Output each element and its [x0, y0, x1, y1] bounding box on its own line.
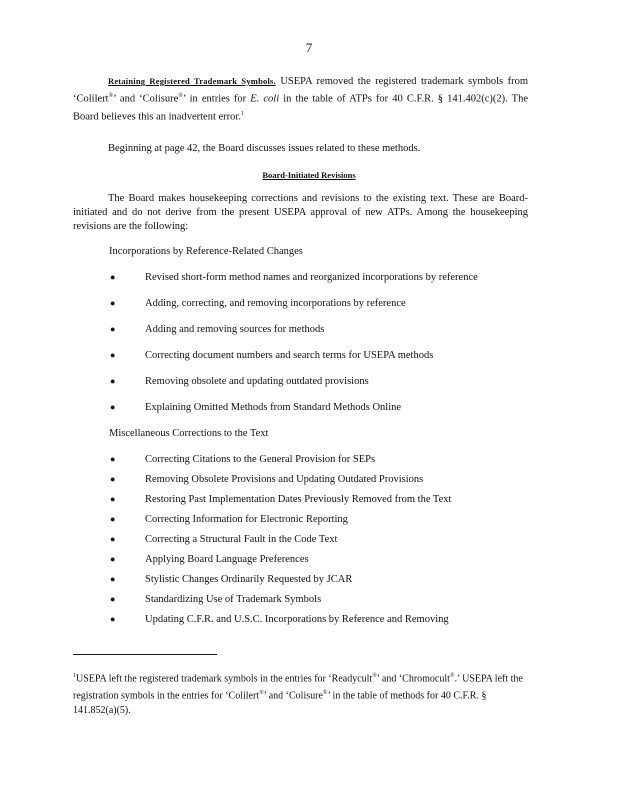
- group-title-incorporations: Incorporations by Reference-Related Changes: [109, 246, 303, 257]
- list-item: ● Updating C.F.R. and U.S.C. Incorporations by Reference and Removing: [110, 614, 449, 625]
- page-number: 7: [305, 40, 313, 55]
- group-title-miscellaneous: Miscellaneous Corrections to the Text: [109, 428, 269, 439]
- paragraph-heading: Retaining Registered Trademark Symbols.: [108, 76, 276, 86]
- list-item: ● Correcting Citations to the General Provision for SEPs: [110, 454, 376, 465]
- paragraph-beginning: Beginning at page 42, the Board discusses issues related to these methods.: [108, 143, 421, 154]
- list-item: ● Correcting a Structural Fault in the Code Text: [110, 534, 338, 545]
- paragraph-trademark: Retaining Registered Trademark Symbols. USEPA removed the registered trademark symbols from ‘Colilert®’ and ‘Colisure®’ in entries for E. coli in the table of ATPs for 40 C.F.R. § 141.402(c)(2). The Board believes this an inadvertent error.$^1$: [73, 76, 528, 122]
- list-item: ● Adding, correcting, and removing incorporations by reference: [110, 298, 406, 309]
- footnote-divider: [73, 654, 217, 655]
- list-item: ● Standardizing Use of Trademark Symbols: [110, 594, 322, 605]
- list-item: ● Correcting document numbers and search terms for USEPA methods: [110, 350, 434, 361]
- list-item: ● Adding and removing sources for methods: [110, 324, 325, 335]
- list-item: ● Stylistic Changes Ordinarily Requested by JCAR: [110, 574, 353, 585]
- footnote-marker: 1: [73, 673, 76, 679]
- list-item: ● Removing Obsolete Provisions and Updating Outdated Provisions: [110, 474, 424, 485]
- list-item: ● Restoring Past Implementation Dates Previously Removed from the Text: [110, 494, 452, 505]
- footnote-ref: 1: [240, 110, 244, 117]
- footnote: $^1$USEPA left the registered trademark symbols in the entries for ‘Readycult®’ and ‘Chromocult®.’ USEPA left the registration symbols in the entries for ‘Colilert®’ and ‘Colisure®’ in the table of methods for 40 C.F.R. § 141.852(a)(5).: [73, 673, 523, 716]
- list-item: ● Explaining Omitted Methods from Standard Methods Online: [110, 402, 402, 413]
- list-item: ● Removing obsolete and updating outdated provisions: [110, 376, 369, 387]
- paragraph-housekeeping: The Board makes housekeeping corrections and revisions to the existing text. These are Board-initiated and do not derive from the present USEPA approval of new ATPs. Among the housekeeping revisions are the following:: [73, 193, 528, 232]
- list-item: ● Applying Board Language Preferences: [110, 554, 309, 565]
- section-heading: Board-Initiated Revisions: [262, 170, 356, 180]
- list-item: ● Revised short-form method names and reorganized incorporations by reference: [110, 272, 478, 283]
- list-item: ● Correcting Information for Electronic Reporting: [110, 514, 348, 525]
